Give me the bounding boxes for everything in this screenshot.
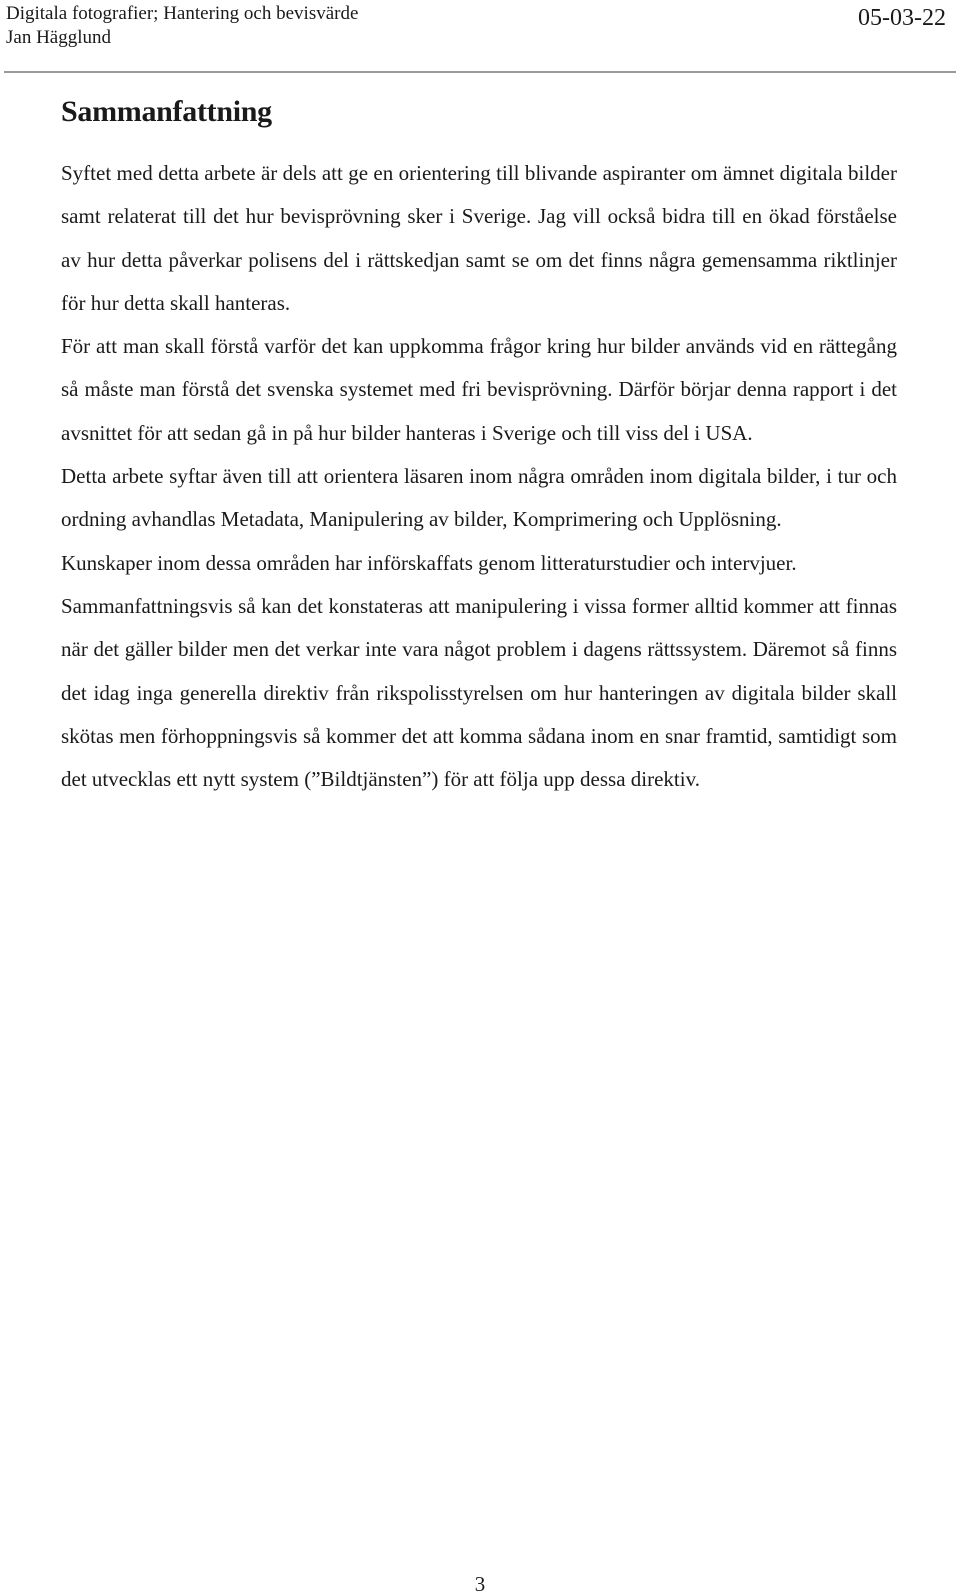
header-left [6,2,358,50]
page-number: 3 [474,1572,486,1596]
author-name: Jan Hägglund [6,27,112,48]
paragraph-evidence: För att man skall förstå varför det kan uppkomma frågor kring hur bilder används vid en rättegång så måste man förstå det svenska systemet med fri bevisprövning. Därför börjar denna rapport i det avsnittet för att sedan gå in på hur bilder hanteras i Sverige och till viss del i USA. [61,334,897,445]
section-title: Sammanfattning [61,95,272,128]
paragraph-topics: Detta arbete syftar även till att orientera läsaren inom några områden inom digitala bilder, i tur och ordning avhandlas Metadata, Manipulering av bilder, Komprimering och Upplösning. [61,464,897,532]
main-content [61,92,897,801]
page-header [0,0,960,74]
header-date: 05-03-22 [858,5,946,31]
paragraph-purpose: Syftet med detta arbete är dels att ge en orientering till blivande aspiranter om ämnet digitala bilder samt relaterat till det hur bevisprövning sker i Sverige. Jag vill också bidra till en ökad förståelse av hur detta påverkar polisens del i rättskedjan samt se om det finns några gemensamma riktlinjer för hur detta skall hanteras. [61,161,897,315]
document-title: Digitala fotografier; Hantering och bevisvärde [6,3,359,24]
summary-body [61,152,897,801]
paragraph-conclusion: Sammanfattningsvis så kan det konstateras att manipulering i vissa former alltid kommer att finnas när det gäller bilder men det verkar inte vara något problem i dagens rättssystem. Däremot så finns det idag inga generella direktiv från rikspolisstyrelsen om hur hanteringen av digitala bilder skall skötas men förhoppningsvis så kommer det att komma sådana inom en snar framtid, samtidigt som det utvecklas ett nytt system (”Bildtjänsten”) för att följa upp dessa direktiv. [61,593,897,792]
paragraph-method: Kunskaper inom dessa områden har införskaffats genom litteraturstudier och intervjuer. [61,550,797,575]
header-divider [4,71,956,73]
